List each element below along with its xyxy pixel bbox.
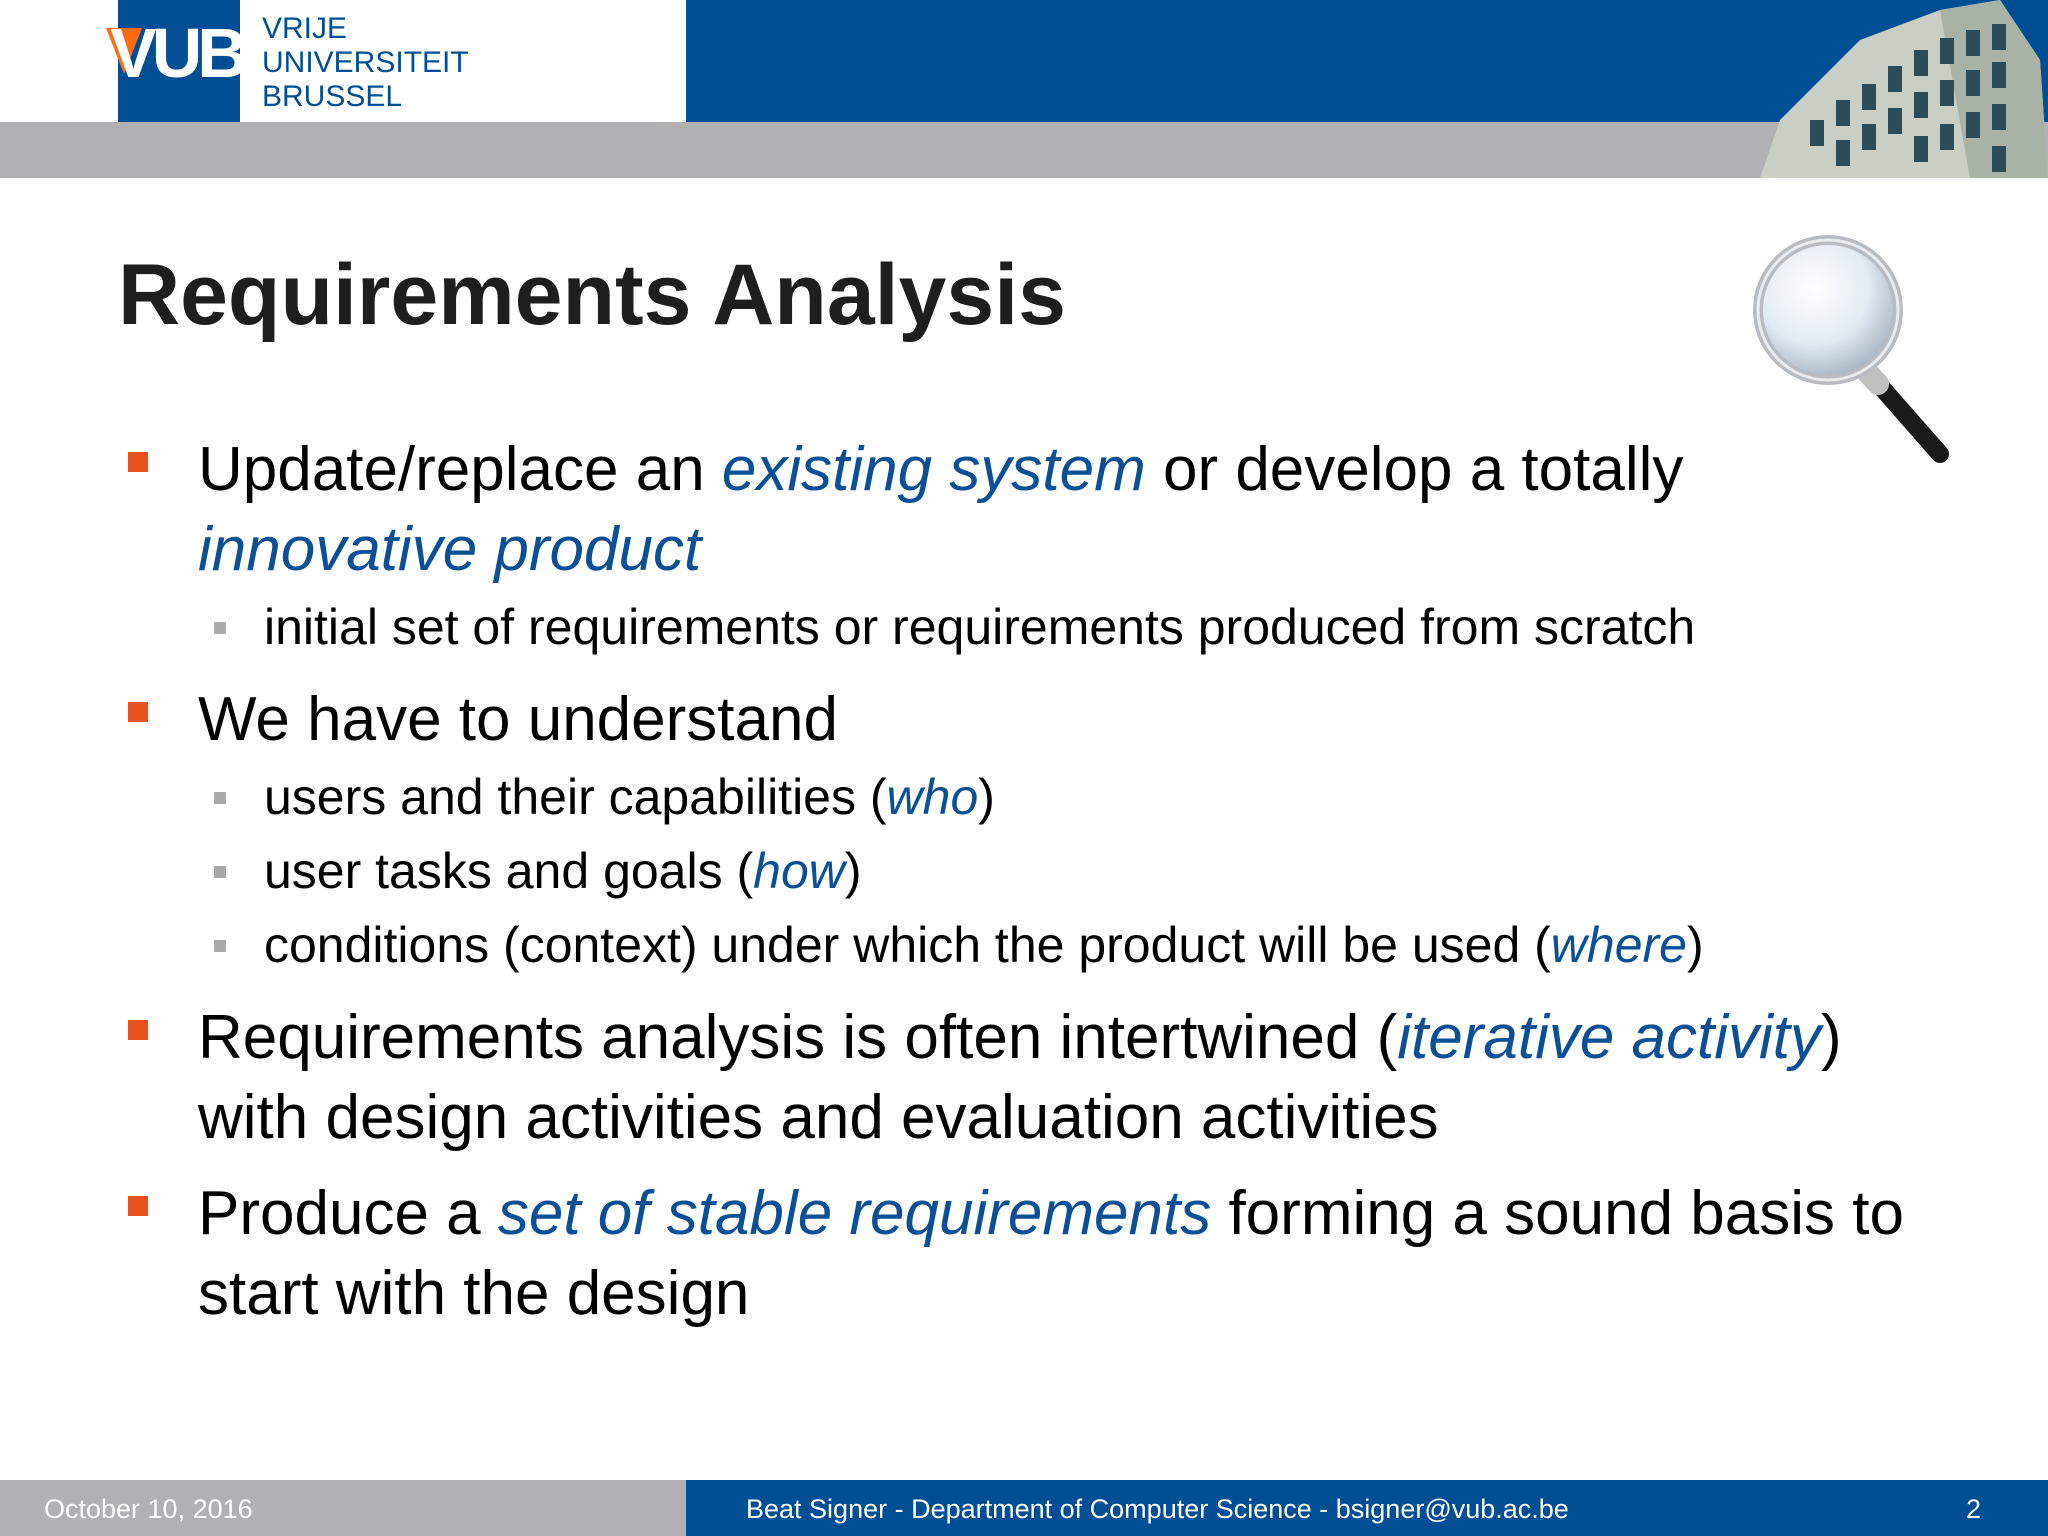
emphasis-stable-requirements: set of stable requirements	[497, 1179, 1212, 1248]
emphasis-who: who	[886, 769, 979, 825]
university-line-1: VRIJE	[262, 12, 348, 45]
slide-content	[118, 430, 1958, 1334]
emphasis-existing-system: existing system	[721, 435, 1146, 504]
bullet-1: Update/replace an existing system or develop a totally innovative product	[118, 430, 1958, 590]
sub-bullet-2-2: user tasks and goals (how)	[118, 834, 1958, 908]
footer-author: Beat Signer - Department of Computer Science - bsigner@vub.ac.be	[746, 1494, 1569, 1524]
emphasis-innovative-product: innovative product	[198, 515, 702, 584]
page-number: 2	[1966, 1494, 1982, 1524]
bullet-3: Requirements analysis is often intertwined (iterative activity) with design activities and evaluation activities	[118, 998, 1958, 1158]
sub-bullet-2-3: conditions (context) under which the product will be used (where)	[118, 908, 1958, 982]
building-image	[1740, 0, 2048, 178]
slide-title: Requirements Analysis	[118, 247, 1066, 343]
emphasis-how: how	[753, 843, 845, 899]
university-line-3: BRUSSEL	[262, 80, 403, 113]
university-name	[262, 12, 469, 114]
bullet-4: Produce a set of stable requirements forming a sound basis to start with the design	[118, 1174, 1958, 1334]
emphasis-where: where	[1550, 917, 1687, 973]
logo-text: VUB	[110, 14, 243, 92]
university-line-2: UNIVERSITEIT	[262, 46, 469, 79]
sub-bullet-2-1: users and their capabilities (who)	[118, 760, 1958, 834]
footer-date: October 10, 2016	[44, 1494, 253, 1524]
bullet-2: We have to understand	[118, 680, 1958, 760]
sub-bullet-1-1: initial set of requirements or requirements produced from scratch	[118, 590, 1958, 664]
emphasis-iterative-activity: iterative activity	[1397, 1003, 1822, 1072]
